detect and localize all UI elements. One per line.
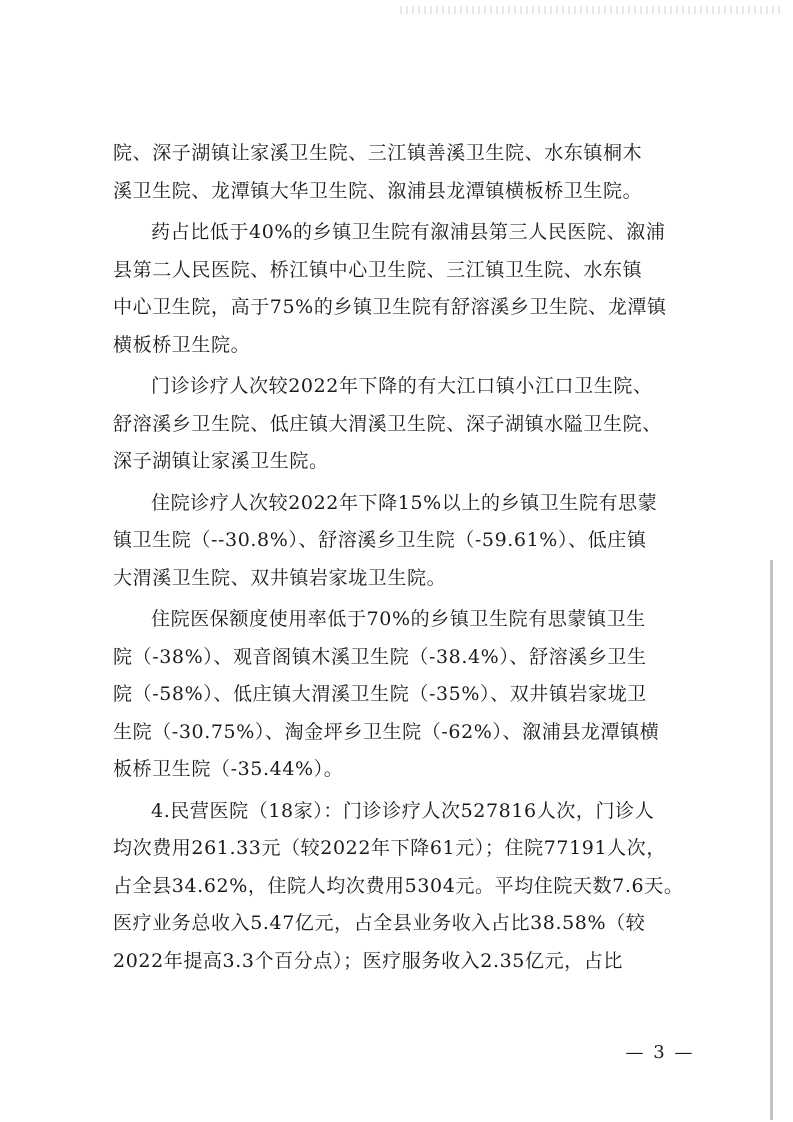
paragraph-start: 药占比低于40%的乡镇卫生院有溆浦县第三人民医院、溆浦 xyxy=(151,221,666,243)
text-line: 生院（-30.75%）、淘金坪乡卫生院（-62%）、溆浦县龙潭镇横 xyxy=(113,720,660,743)
text-line: 均次费用261.33元（较2022年下降61元）；住院77191人次， xyxy=(113,837,666,859)
text-line: 院（-58%）、低庄镇大渭溪卫生院（-35%）、双井镇岩家垅卫 xyxy=(113,683,647,705)
text-line: 横板桥卫生院。 xyxy=(113,333,251,356)
document-body xyxy=(113,135,703,980)
scan-edge-right xyxy=(770,560,773,1120)
scan-noise-top xyxy=(400,6,780,14)
text-line: 2022年提高3.3个百分点）；医疗服务收入2.35亿元，占比 xyxy=(113,949,623,972)
text-line: 中心卫生院，高于75%的乡镇卫生院有舒溶溪乡卫生院、龙潭镇 xyxy=(113,296,667,318)
text-line: 医疗业务总收入5.47亿元，占全县业务收入占比38.58%（较 xyxy=(113,912,646,934)
text-line: 院、深子湖镇让家溪卫生院、三江镇善溪卫生院、水东镇桐木 xyxy=(113,142,643,164)
paragraph-start: 门诊诊疗人次较2022年下降的有大江口镇小江口卫生院、 xyxy=(151,375,653,397)
page-number: — 3 — xyxy=(625,1042,695,1063)
text-line: 院（-38%）、观音阁镇木溪卫生院（-38.4%）、舒溶溪乡卫生 xyxy=(113,645,647,668)
text-line: 占全县34.62%，住院人均次费用5304元。平均住院天数7.6天。 xyxy=(113,874,684,897)
paragraph-start: 住院医保额度使用率低于70%的乡镇卫生院有思蒙镇卫生 xyxy=(151,608,646,630)
text-line: 大渭溪卫生院、双井镇岩家垅卫生院。 xyxy=(113,566,447,589)
text-line: 舒溶溪乡卫生院、低庄镇大渭溪卫生院、深子湖镇水隘卫生院、 xyxy=(113,412,662,435)
text-line: 板桥卫生院（-35.44%）。 xyxy=(113,758,344,780)
text-line: 镇卫生院（--30.8%）、舒溶溪乡卫生院（-59.61%）、低庄镇 xyxy=(113,529,647,551)
paragraph-start: 4.民营医院（18家）：门诊诊疗人次527816人次，门诊人 xyxy=(151,799,655,822)
paragraph-start: 住院诊疗人次较2022年下降15%以上的乡镇卫生院有思蒙 xyxy=(151,491,658,514)
text-line: 深子湖镇让家溪卫生院。 xyxy=(113,450,329,472)
text-line: 县第二人民医院、桥江镇中心卫生院、三江镇卫生院、水东镇 xyxy=(113,258,643,281)
text-line: 溪卫生院、龙潭镇大华卫生院、溆浦县龙潭镇横板桥卫生院。 xyxy=(113,179,643,202)
